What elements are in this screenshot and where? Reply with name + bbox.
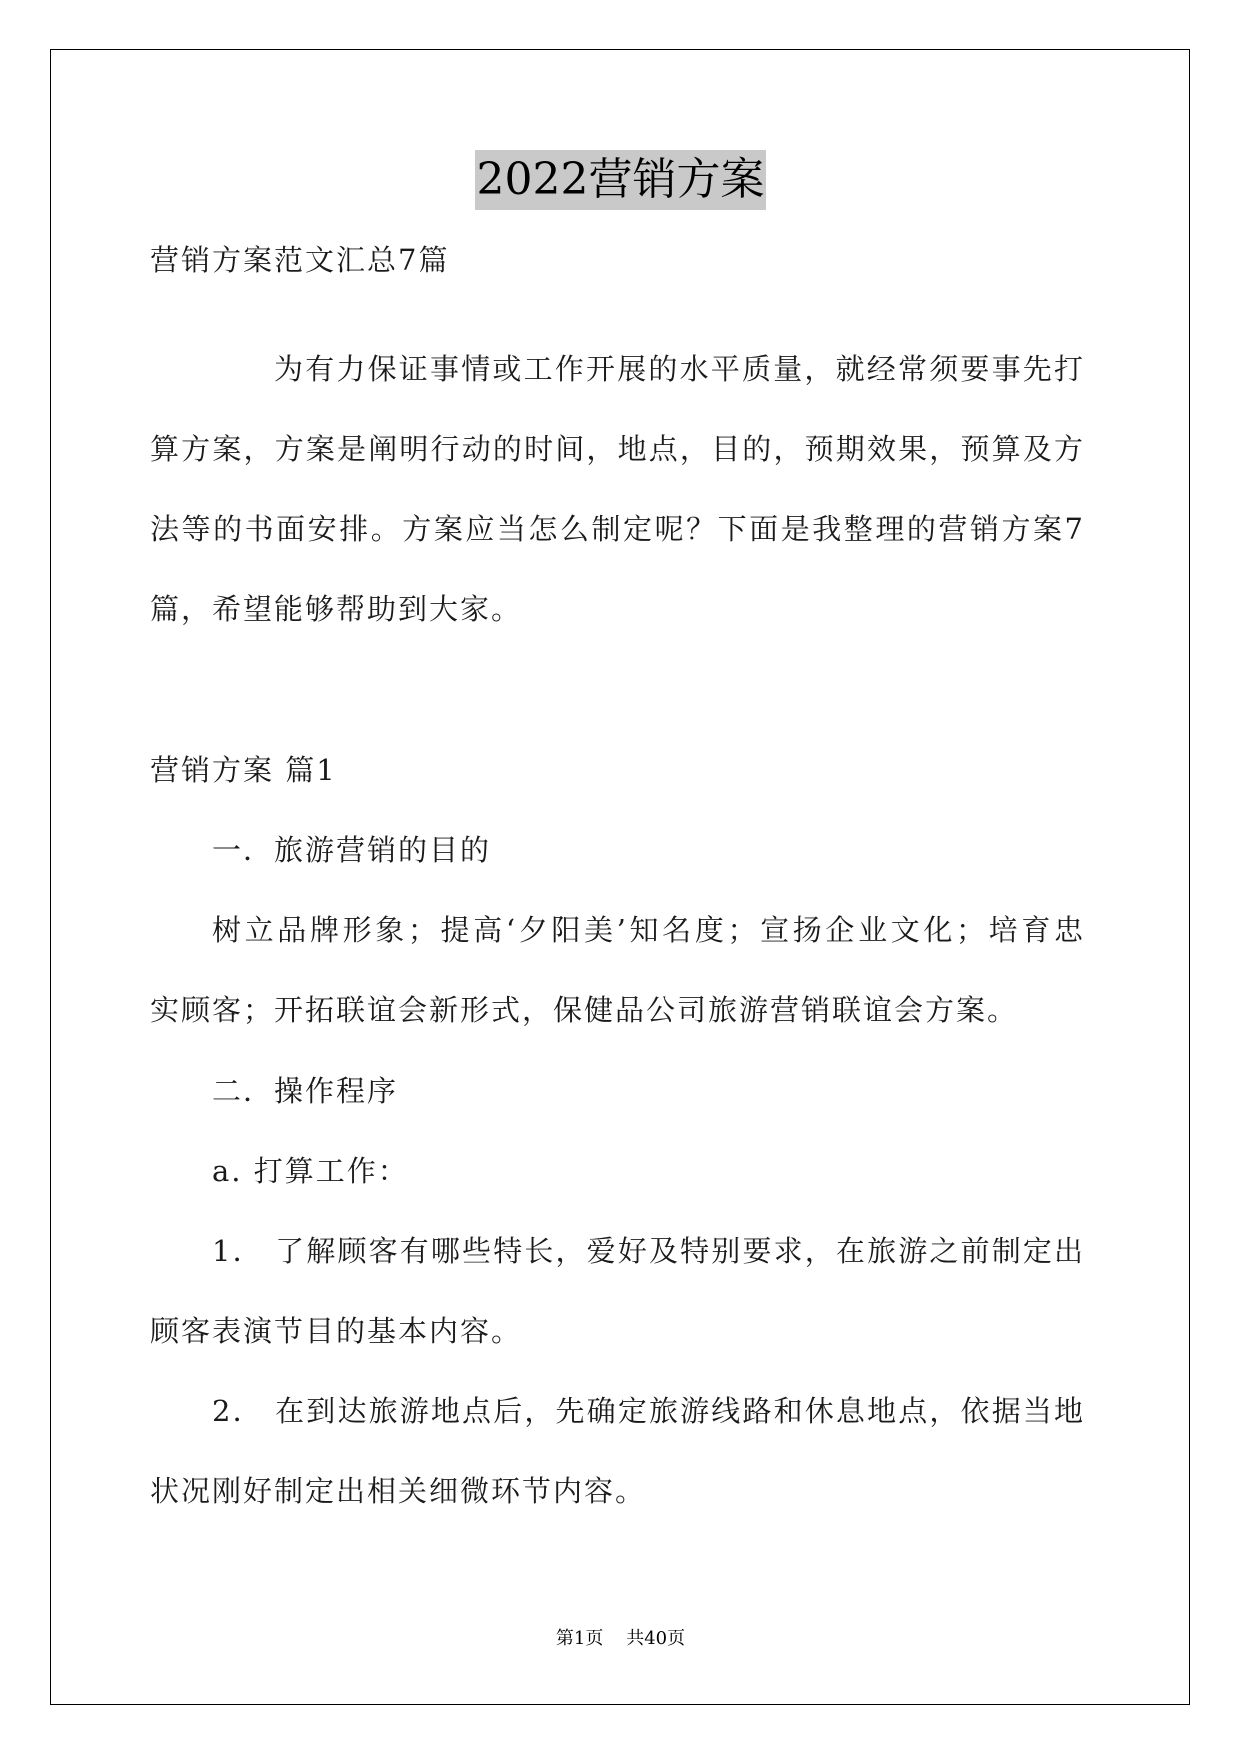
step-1-line-1: 1． 了解顾客有哪些特长，爱好及特别要求，在旅游之前制定出 — [212, 1234, 1085, 1268]
section-item-2-sub: a. 打算工作： — [212, 1154, 409, 1188]
intro-line-1: 为有力保证事情或工作开展的水平质量，就经常须要事先打 — [274, 352, 1085, 386]
step-1-line-2: 顾客表演节目的基本内容。 — [150, 1314, 523, 1348]
item-1-text-line-1: 树立品牌形象；提高‘夕阳美’知名度；宣扬企业文化；培育忠 — [212, 913, 1085, 947]
document-title: 2022营销方案 — [475, 150, 767, 210]
section-heading: 营销方案 篇1 — [150, 753, 337, 787]
item-1-text-line-2: 实顾客；开拓联谊会新形式，保健品公司旅游营销联谊会方案。 — [150, 993, 1019, 1027]
intro-line-2: 算方案，方案是阐明行动的时间，地点，目的，预期效果，预算及方 — [150, 432, 1085, 466]
page-number: 第1页 — [555, 1628, 604, 1649]
page-border — [50, 49, 1190, 1705]
page-footer — [0, 1624, 1241, 1650]
section-item-2: 二．操作程序 — [212, 1074, 399, 1108]
step-2-line-2: 状况刚好制定出相关细微环节内容。 — [150, 1474, 647, 1508]
step-2-line-1: 2． 在到达旅游地点后，先确定旅游线路和休息地点，依据当地 — [212, 1394, 1085, 1428]
section-item-1: 一．旅游营销的目的 — [212, 833, 492, 867]
intro-line-3: 法等的书面安排。方案应当怎么制定呢？下面是我整理的营销方案7 — [150, 512, 1085, 546]
intro-line-4: 篇，希望能够帮助到大家。 — [150, 592, 523, 626]
page-total: 共40页 — [626, 1628, 686, 1649]
title-container — [0, 150, 1241, 210]
document-subtitle: 营销方案范文汇总7篇 — [150, 243, 450, 277]
